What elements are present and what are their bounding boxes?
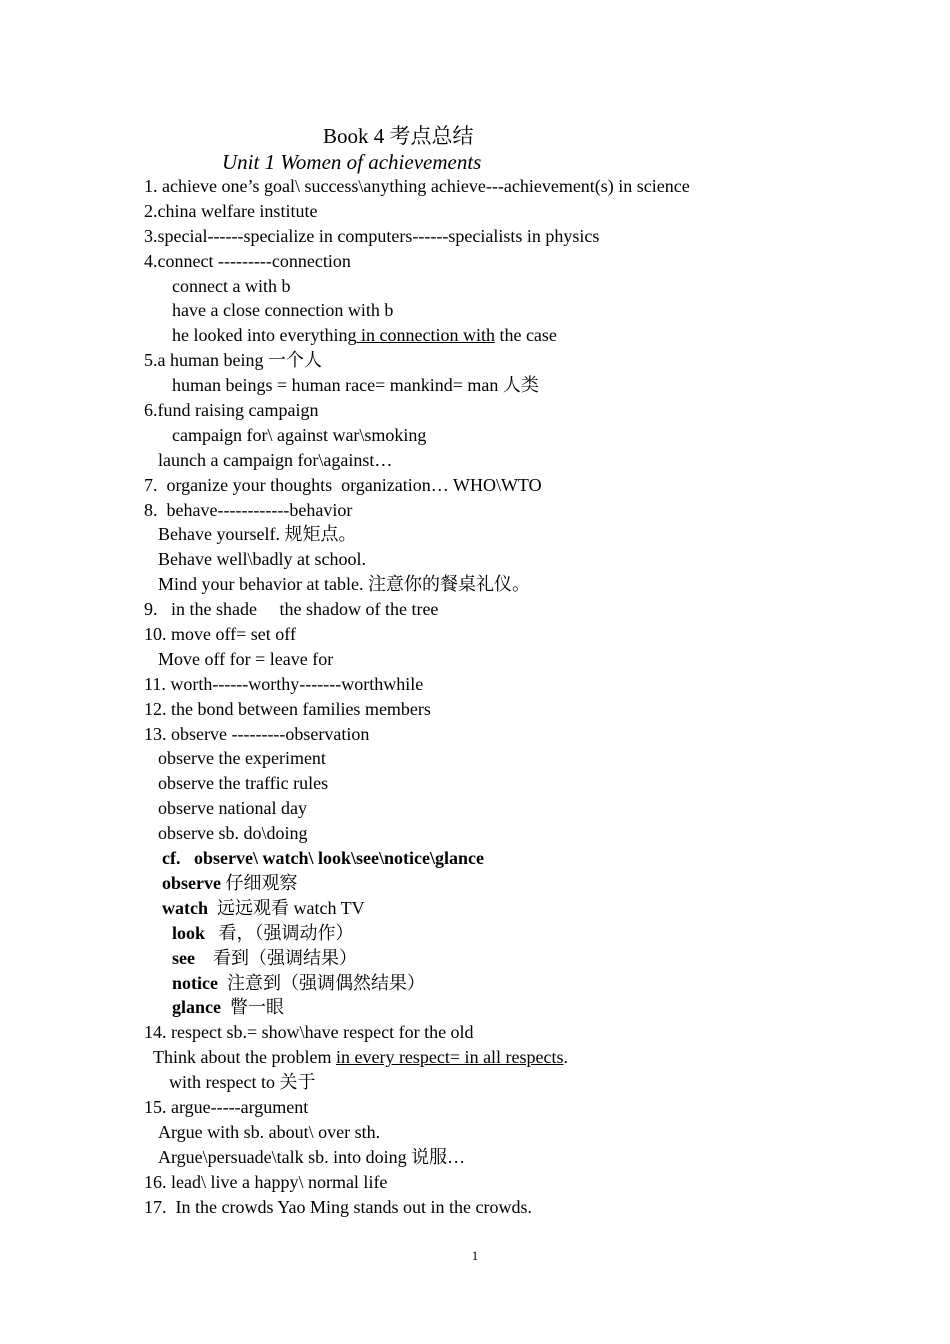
note-line: 8. behave------------behavior <box>144 499 353 520</box>
note-line: campaign for\ against war\smoking <box>172 424 427 445</box>
keyword: watch <box>162 897 208 918</box>
note-line: 11. worth------worthy-------worthwhile <box>144 673 424 694</box>
note-line: 15. argue-----argument <box>144 1096 309 1117</box>
underlined-phrase: in connection with <box>356 325 495 346</box>
note-line: Mind your behavior at table. 注意你的餐桌礼仪。 <box>158 574 530 595</box>
note-text: 看到（强调结果） <box>194 947 357 968</box>
note-text: 远远观看 watch TV <box>208 897 365 918</box>
note-text: 注意到（强调偶然结果） <box>217 972 425 993</box>
note-line: 6.fund raising campaign <box>144 400 319 421</box>
note-line: 1. achieve one’s goal\ success\anything achieve---achievement(s) in science <box>144 176 690 196</box>
note-line: Argue\persuade\talk sb. into doing 说服… <box>158 1146 466 1167</box>
note-line: 4.connect ---------connection <box>144 250 351 271</box>
keyword: notice <box>172 972 218 993</box>
note-line <box>0 323 950 348</box>
note-line: 9. in the shade the shadow of the tree <box>144 599 439 620</box>
note-line <box>0 921 950 946</box>
note-line <box>0 971 950 996</box>
note-line: 13. observe ---------observation <box>144 723 370 744</box>
note-line: connect a with b <box>172 275 291 296</box>
note-line <box>0 946 950 971</box>
note-line: observe sb. do\doing <box>158 823 308 844</box>
note-line <box>0 995 950 1020</box>
keyword: glance <box>172 997 221 1018</box>
page-number: 1 <box>471 1248 479 1263</box>
note-line: launch a campaign for\against… <box>158 449 393 470</box>
keyword: see <box>172 947 195 968</box>
notes-body <box>0 174 950 1219</box>
note-line <box>0 1045 950 1070</box>
keyword: observe <box>162 872 221 893</box>
note-text: 仔细观察 <box>220 872 298 893</box>
note-line: 14. respect sb.= show\have respect for the old <box>144 1022 474 1043</box>
note-line: 5.a human being 一个人 <box>144 350 322 371</box>
note-line <box>0 896 950 921</box>
note-line: Behave yourself. 规矩点。 <box>158 524 357 545</box>
keyword: look <box>172 922 206 943</box>
note-line: 7. organize your thoughts organization… WHO\WTO <box>144 474 542 495</box>
note-line: human beings = human race= mankind= man 人类 <box>172 375 539 396</box>
note-line: 3.special------specialize in computers------specialists in physics <box>144 225 600 246</box>
note-line: observe national day <box>158 798 307 819</box>
note-text: . <box>563 1047 569 1068</box>
note-line: 12. the bond between families members <box>144 698 431 719</box>
note-line: observe the experiment <box>158 748 326 769</box>
note-line: have a close connection with b <box>172 300 394 321</box>
note-text: the case <box>494 325 557 346</box>
document-title: Book 4 考点总结 <box>323 124 474 148</box>
underlined-phrase: in every respect= in all respects <box>335 1047 564 1068</box>
unit-subtitle: Unit 1 Women of achievements <box>222 150 482 174</box>
note-line-bold: cf. observe\ watch\ look\see\notice\glance <box>162 848 484 869</box>
note-line: Behave well\badly at school. <box>158 549 366 570</box>
note-line: 2.china welfare institute <box>144 200 318 221</box>
note-line <box>0 871 950 896</box>
note-line: 10. move off= set off <box>144 624 296 645</box>
note-text: 看，（强调动作） <box>205 922 354 943</box>
note-text: Think about the problem <box>153 1047 336 1068</box>
note-line: Argue with sb. about\ over sth. <box>158 1121 381 1142</box>
note-line: Move off for = leave for <box>158 648 334 669</box>
note-text: he looked into everything <box>172 325 357 346</box>
note-line: with respect to 关于 <box>169 1072 316 1093</box>
note-line: 16. lead\ live a happy\ normal life <box>144 1171 388 1192</box>
note-line: 17. In the crowds Yao Ming stands out in the crowds. <box>144 1196 532 1217</box>
note-text: 瞥一眼 <box>221 997 284 1018</box>
note-line: observe the traffic rules <box>158 773 329 794</box>
